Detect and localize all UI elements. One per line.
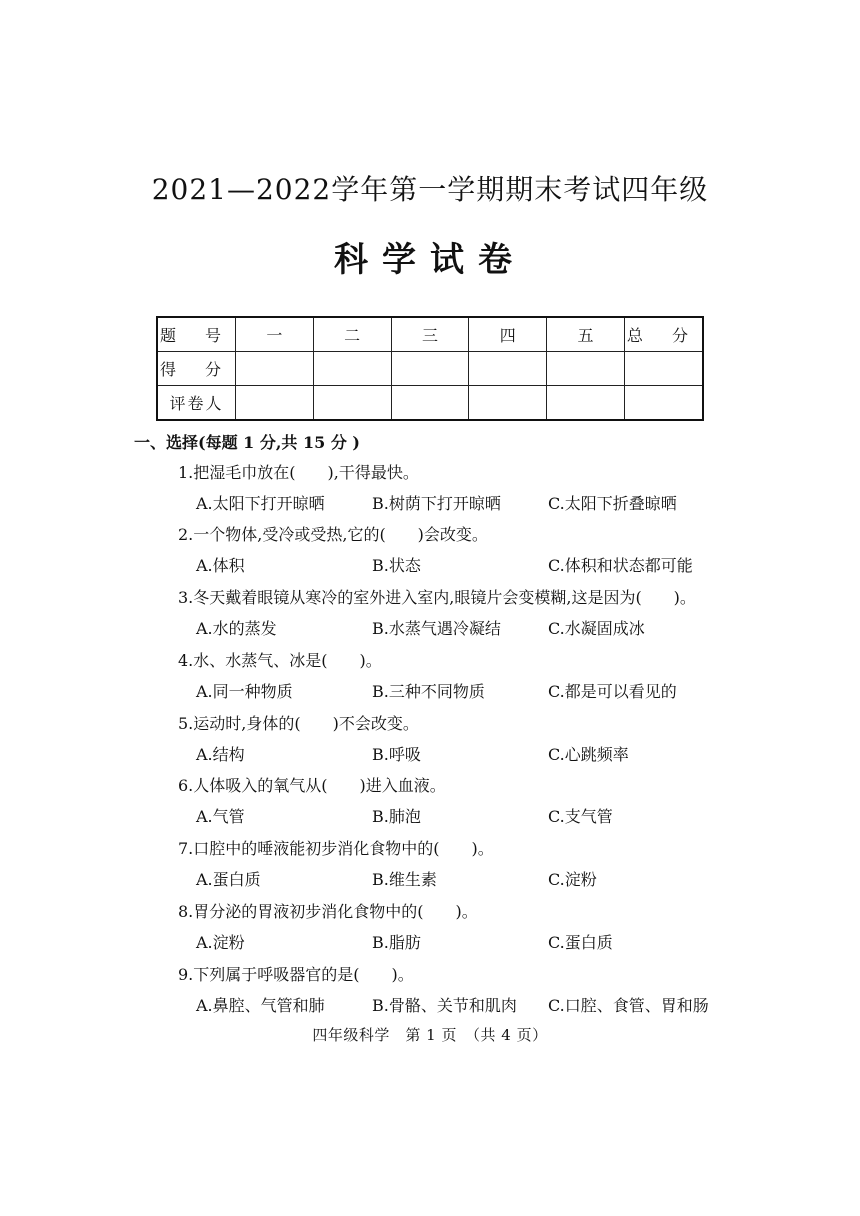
- score-cell: 一: [236, 317, 314, 352]
- question-stem: 5.运动时,身体的( )不会改变。: [178, 714, 419, 733]
- option-c[interactable]: C.淀粉: [548, 870, 597, 889]
- question-stem: 1.把湿毛巾放在( ),干得最快。: [178, 463, 419, 482]
- option-a[interactable]: A.同一种物质: [196, 682, 293, 701]
- option-c[interactable]: C.水凝固成冰: [548, 619, 645, 638]
- score-cell[interactable]: [547, 352, 625, 386]
- option-a[interactable]: A.太阳下打开晾晒: [196, 494, 325, 513]
- score-cell[interactable]: [624, 352, 703, 386]
- question-stem: 2.一个物体,受冷或受热,它的( )会改变。: [178, 525, 488, 544]
- question-options: [196, 867, 756, 889]
- option-a[interactable]: A.体积: [196, 556, 245, 575]
- score-cell[interactable]: [313, 386, 391, 421]
- question-stem: 7.口腔中的唾液能初步消化食物中的( )。: [178, 839, 494, 858]
- option-c[interactable]: C.体积和状态都可能: [548, 556, 693, 575]
- question-stem: 3.冬天戴着眼镜从寒冷的室外进入室内,眼镜片会变模糊,这是因为( )。: [178, 588, 696, 607]
- question-stem: 6.人体吸入的氧气从( )进入血液。: [178, 776, 446, 795]
- option-a[interactable]: A.淀粉: [196, 933, 245, 952]
- option-b[interactable]: B.维生素: [372, 870, 437, 889]
- question-options: [196, 553, 756, 575]
- option-c[interactable]: C.口腔、食管、胃和肠: [548, 996, 709, 1015]
- option-a[interactable]: A.蛋白质: [196, 870, 261, 889]
- score-cell[interactable]: [391, 386, 469, 421]
- question-options: [196, 930, 756, 952]
- score-cell[interactable]: [624, 386, 703, 421]
- question-options: [196, 679, 756, 701]
- question-stem: 8.胃分泌的胃液初步消化食物中的( )。: [178, 902, 478, 921]
- score-cell: 题 号: [157, 317, 236, 352]
- option-b[interactable]: B.骨骼、关节和肌肉: [372, 996, 517, 1015]
- option-b[interactable]: B.肺泡: [372, 807, 421, 826]
- exam-subtitle: 科学试卷: [334, 240, 526, 280]
- question-stem: 4.水、水蒸气、冰是( )。: [178, 651, 382, 670]
- score-cell[interactable]: [313, 352, 391, 386]
- score-cell: 四: [469, 317, 547, 352]
- option-c[interactable]: C.蛋白质: [548, 933, 613, 952]
- question-stem: 9.下列属于呼吸器官的是( )。: [178, 965, 414, 984]
- score-cell: 得 分: [157, 352, 236, 386]
- option-a[interactable]: A.结构: [196, 745, 245, 764]
- page-footer: 四年级科学 第 1 页 （共 4 页）: [312, 1026, 548, 1044]
- score-cell: 二: [313, 317, 391, 352]
- score-cell[interactable]: [469, 352, 547, 386]
- option-b[interactable]: B.呼吸: [372, 745, 421, 764]
- question-options: [196, 993, 756, 1015]
- score-cell[interactable]: [391, 352, 469, 386]
- score-cell[interactable]: [469, 386, 547, 421]
- question-options: [196, 616, 756, 638]
- score-cell: 五: [547, 317, 625, 352]
- option-b[interactable]: B.状态: [372, 556, 421, 575]
- option-a[interactable]: A.气管: [196, 807, 245, 826]
- score-cell: 三: [391, 317, 469, 352]
- score-table-row: [157, 386, 703, 421]
- score-table: [156, 316, 704, 421]
- question-options: [196, 804, 756, 826]
- score-cell: 总 分: [624, 317, 703, 352]
- option-c[interactable]: C.心跳频率: [548, 745, 629, 764]
- option-a[interactable]: A.水的蒸发: [196, 619, 277, 638]
- score-table-row: [157, 317, 703, 352]
- option-b[interactable]: B.三种不同物质: [372, 682, 485, 701]
- option-b[interactable]: B.水蒸气遇冷凝结: [372, 619, 501, 638]
- option-b[interactable]: B.树荫下打开晾晒: [372, 494, 501, 513]
- score-cell[interactable]: [236, 352, 314, 386]
- score-cell: 评卷人: [157, 386, 236, 421]
- question-options: [196, 491, 756, 513]
- section-heading: 一、选择(每题 1 分,共 15 分 ): [134, 433, 360, 452]
- question-options: [196, 742, 756, 764]
- score-cell[interactable]: [547, 386, 625, 421]
- option-a[interactable]: A.鼻腔、气管和肺: [196, 996, 325, 1015]
- score-cell[interactable]: [236, 386, 314, 421]
- score-table-row: [157, 352, 703, 386]
- exam-title: 2021—2022学年第一学期期末考试四年级: [151, 173, 709, 206]
- option-c[interactable]: C.都是可以看见的: [548, 682, 677, 701]
- option-c[interactable]: C.支气管: [548, 807, 613, 826]
- option-b[interactable]: B.脂肪: [372, 933, 421, 952]
- option-c[interactable]: C.太阳下折叠晾晒: [548, 494, 677, 513]
